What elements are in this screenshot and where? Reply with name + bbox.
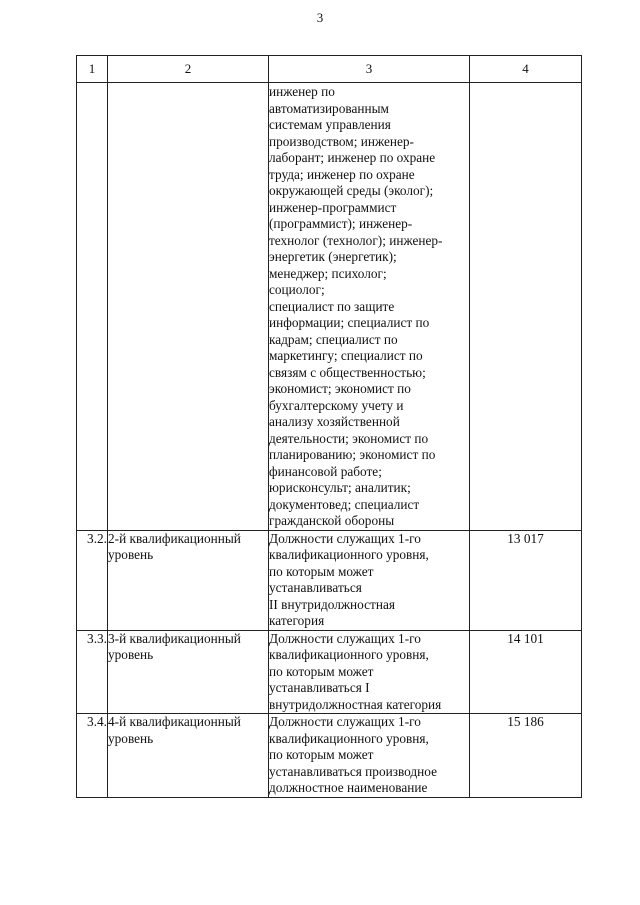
qualification-level: 3-й квалификационный уровень (108, 630, 269, 714)
position-description: Должности служащих 1-го квалификационного уровня, по которым может устанавливаться I внутридолжностная категория (269, 630, 470, 714)
page-number: 3 (316, 10, 324, 25)
salary-value (470, 83, 582, 531)
column-header-2: 2 (108, 56, 269, 83)
row-number: 3.4. (77, 714, 108, 798)
qualification-table (76, 55, 582, 798)
row-number (77, 83, 108, 531)
column-header-3: 3 (269, 56, 470, 83)
table-row (77, 530, 582, 630)
table-header-row (77, 56, 582, 83)
table-row (77, 714, 582, 798)
column-header-1: 1 (77, 56, 108, 83)
table-row (77, 630, 582, 714)
qualification-level (108, 83, 269, 531)
row-number: 3.2. (77, 530, 108, 630)
salary-value: 14 101 (470, 630, 582, 714)
salary-value: 15 186 (470, 714, 582, 798)
row-number: 3.3. (77, 630, 108, 714)
salary-value: 13 017 (470, 530, 582, 630)
position-description: Должности служащих 1-го квалификационного уровня, по которым может устанавливаться II внутридолжностная категория (269, 530, 470, 630)
column-header-4: 4 (470, 56, 582, 83)
table-row (77, 83, 582, 531)
position-description: Должности служащих 1-го квалификационного уровня, по которым может устанавливаться производное должностное наименование (269, 714, 470, 798)
qualification-level: 4-й квалификационный уровень (108, 714, 269, 798)
position-description: инженер по автоматизированным системам управления производством; инженер- лаборант; инженер по охране труда; инженер по охране окружающей среды (эколог); инженер-программист (программист); инженер- технолог (технолог); инженер- энергетик (энергетик); менеджер; психолог; социолог; специалист по защите информации; специалист по кадрам; специалист по маркетингу; специалист по связям с общественностью; экономист; экономист по бухгалтерскому учету и анализу хозяйственной деятельности; экономист по планированию; экономист по финансовой работе; юрисконсульт; аналитик; документовед; специалист гражданской обороны (269, 83, 470, 531)
qualification-level: 2-й квалификационный уровень (108, 530, 269, 630)
